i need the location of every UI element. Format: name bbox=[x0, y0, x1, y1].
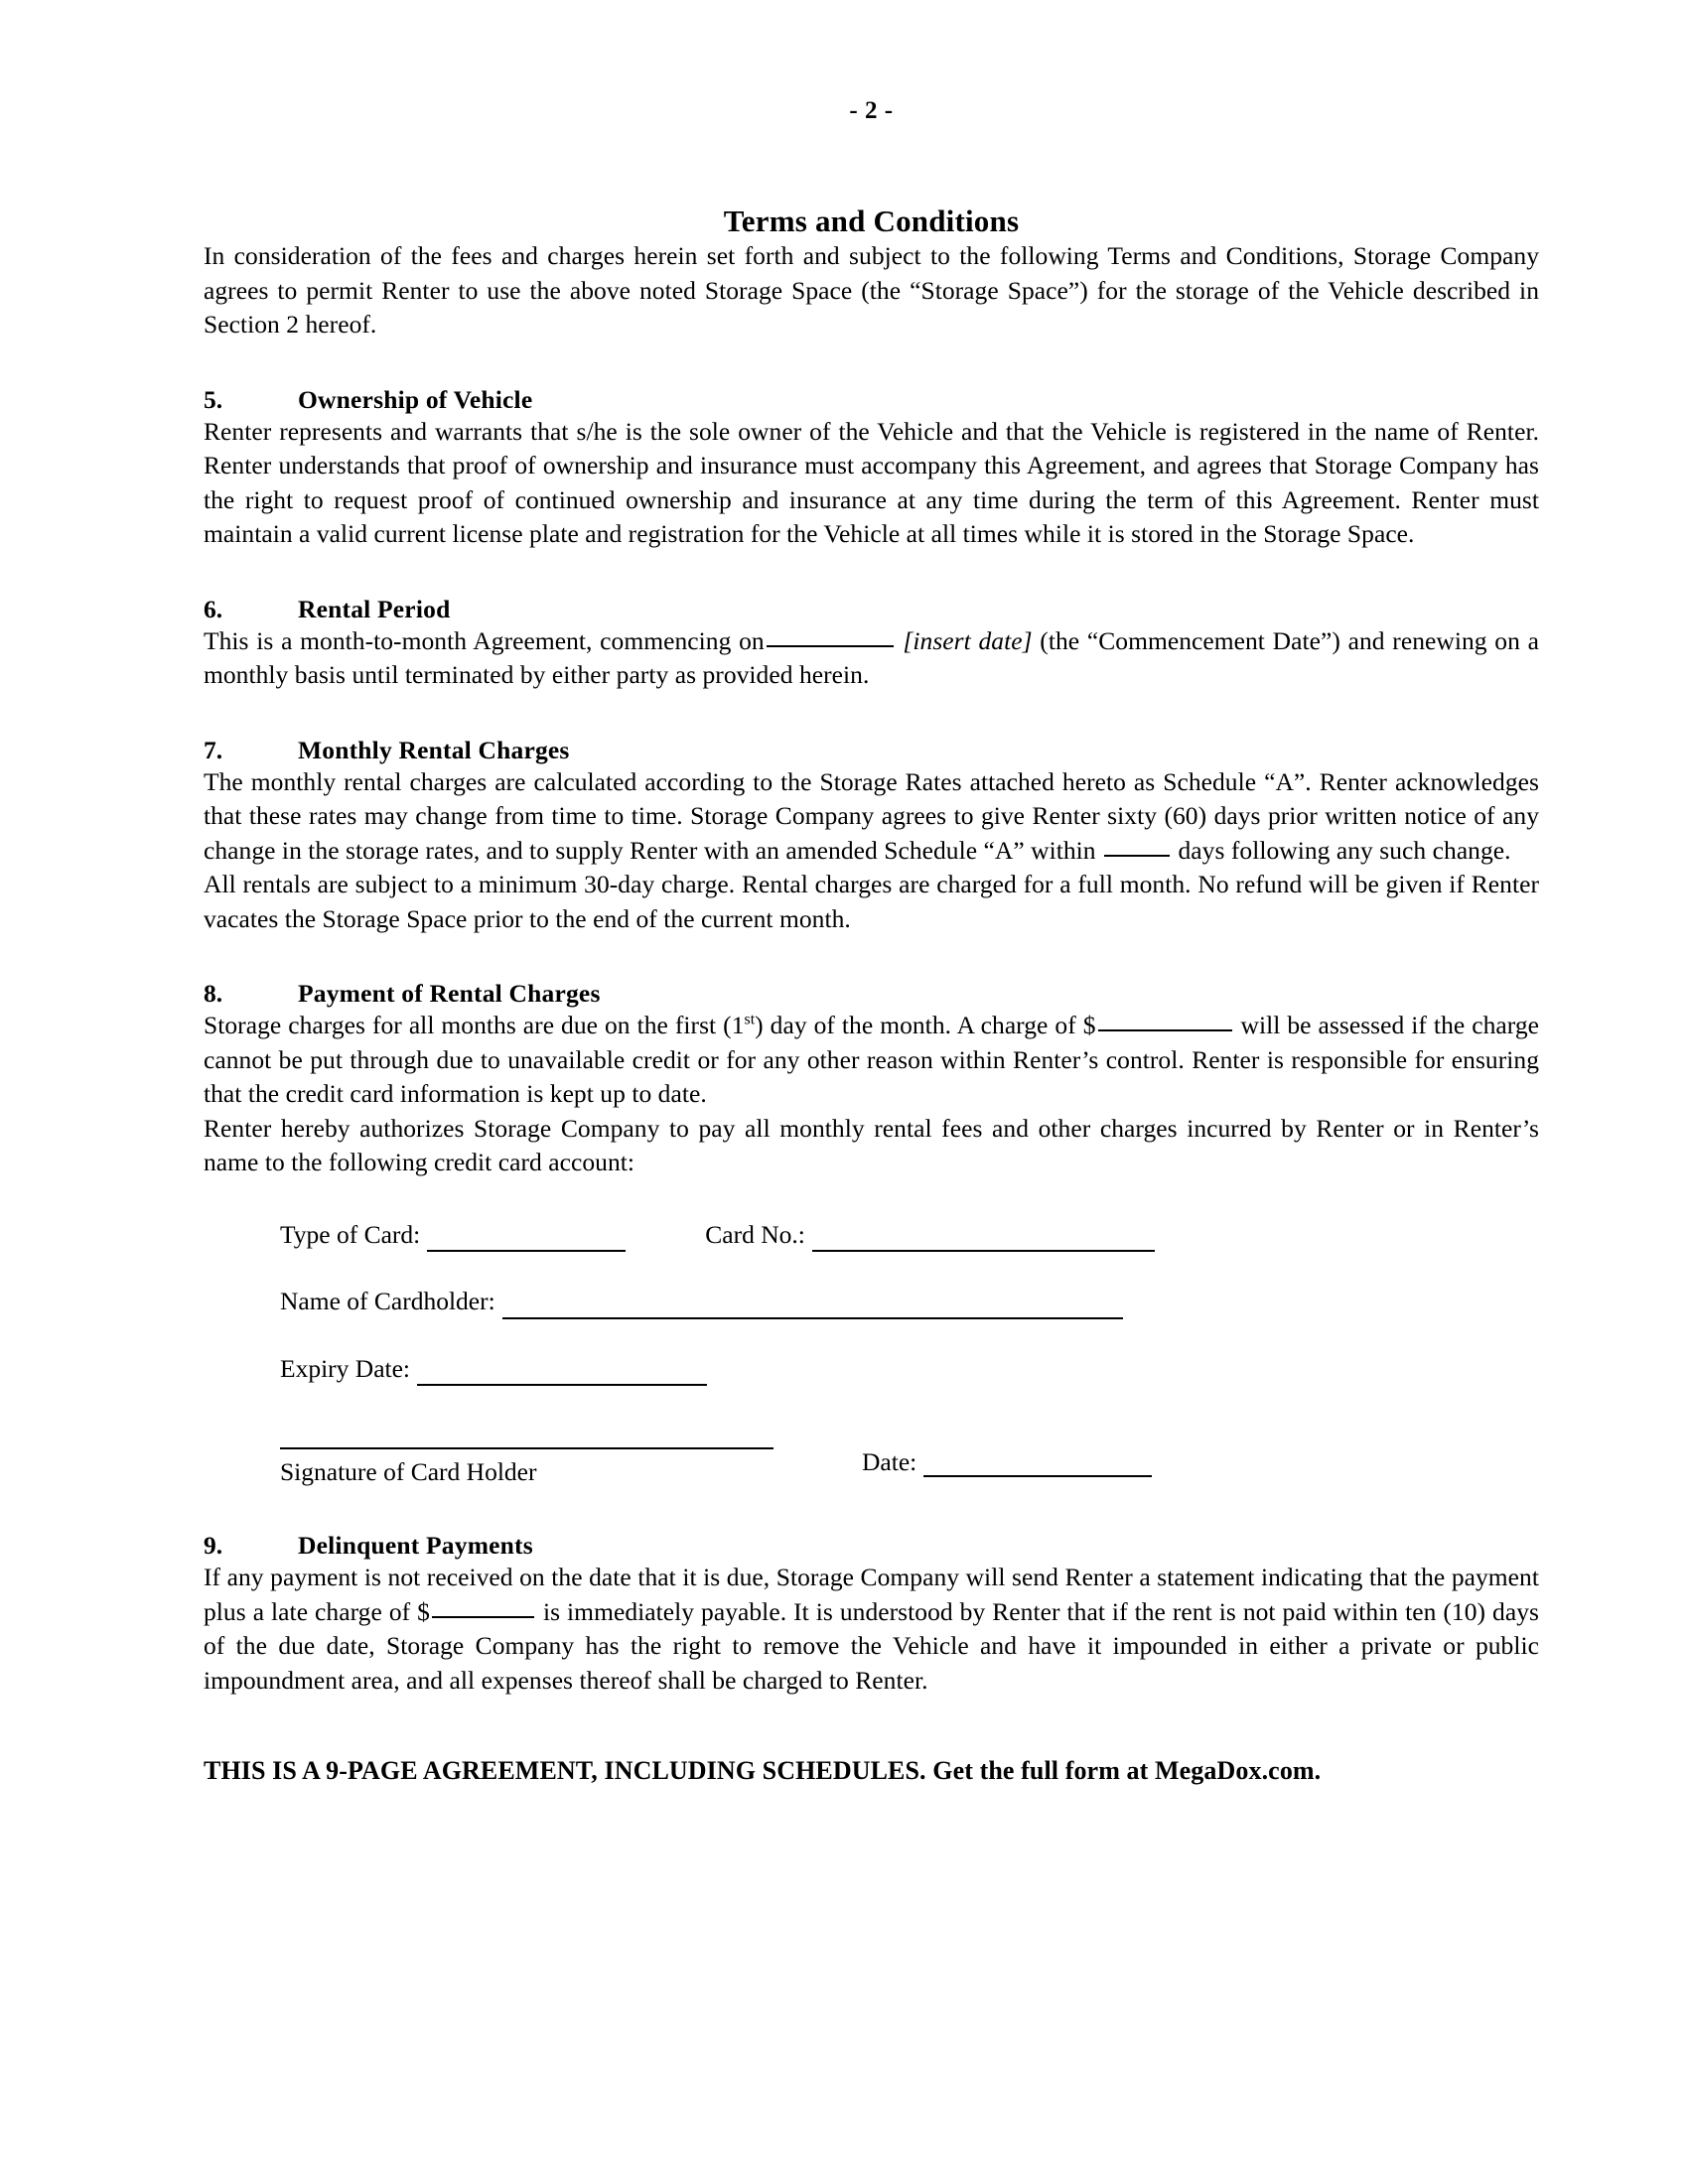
section-8-text-part3: will be assessed if the charge cannot be put through due to unavailable credit or for any other reason within Renter’s control. Renter is responsible for ensuring that the credit card information is kept up to date. bbox=[204, 1011, 1539, 1108]
amended-schedule-days-blank[interactable] bbox=[1104, 834, 1170, 857]
section-9-paragraph bbox=[204, 1561, 1539, 1698]
signature-date-column bbox=[862, 1445, 1152, 1477]
section-7-paragraph-2: All rentals are subject to a minimum 30-day charge. Rental charges are charged for a full month. No refund will be given if Renter vacates the Storage Space prior to the end of the current month. bbox=[204, 870, 1539, 933]
date-label: Date: bbox=[862, 1447, 917, 1476]
section-8-paragraph-2: Renter hereby authorizes Storage Company to pay all monthly rental fees and other charges incurred by Renter or in Renter’s name to the following credit card account: bbox=[204, 1113, 1539, 1176]
section-title-7: Monthly Rental Charges bbox=[298, 735, 570, 764]
page-title: Terms and Conditions bbox=[723, 204, 1020, 238]
card-type-and-number-row bbox=[280, 1218, 1539, 1253]
intro-paragraph: In consideration of the fees and charges herein set forth and subject to the following Terms and Conditions, Storage Company agrees to permit Renter to use the above noted Storage Space (the “Storage Space”) for the storage of the Vehicle described in Section 2 hereof. bbox=[204, 241, 1539, 339]
signature-column bbox=[280, 1445, 776, 1488]
section-number-5: 5. bbox=[204, 384, 223, 414]
section-7-text-part2: days following any such change. bbox=[1178, 835, 1511, 865]
section-heading-5 bbox=[204, 385, 1539, 415]
expiry-date-label: Expiry Date: bbox=[280, 1353, 410, 1383]
section-6-paragraph bbox=[204, 624, 1539, 693]
section-number-9: 9. bbox=[204, 1531, 223, 1560]
late-charge-blank[interactable] bbox=[432, 1595, 534, 1618]
cardholder-name-row bbox=[280, 1285, 1539, 1319]
credit-card-form bbox=[280, 1218, 1539, 1387]
signature-field[interactable] bbox=[280, 1445, 774, 1449]
section-6-text-part1: This is a month-to-month Agreement, commencing on bbox=[204, 625, 765, 655]
section-heading-7 bbox=[204, 736, 1539, 765]
insert-date-note: [insert date] bbox=[903, 625, 1033, 655]
section-8-text-part1: Storage charges for all months are due on the first (1 bbox=[204, 1011, 745, 1039]
page-content bbox=[204, 0, 1539, 1788]
section-8-text-part2: ) day of the month. A charge of $ bbox=[755, 1011, 1096, 1039]
section-5-paragraph: Renter represents and warrants that s/he is the sole owner of the Vehicle and that the Vehicle is registered in the name of Renter. Renter understands that proof of ownership and insurance must accompany this Agreement, and agrees that Storage Company has the right to request proof of continued ownership and insurance at any time during the term of this Agreement. Renter must maintain a valid current license plate and registration for the Vehicle at all times while it is stored in the Storage Space. bbox=[204, 416, 1539, 548]
footer-note: THIS IS A 9-PAGE AGREEMENT, INCLUDING SCHEDULES. Get the full form at MegaDox.com. bbox=[204, 1756, 1322, 1785]
section-8-paragraph-1 bbox=[204, 1009, 1539, 1112]
section-number-7: 7. bbox=[204, 735, 223, 764]
section-7-text-part1: The monthly rental charges are calculated according to the Storage Rates attached hereto as Schedule “A”. Renter acknowledges that these rates may change from time to time. Storage Company agrees to give Renter sixty (60) days prior written notice of any change in the storage rates, and to supply Renter with an amended Schedule “A” within bbox=[204, 766, 1539, 865]
section-number-8: 8. bbox=[204, 979, 223, 1008]
section-7-paragraph-1 bbox=[204, 765, 1539, 869]
declined-charge-fee-blank[interactable] bbox=[1098, 1009, 1232, 1031]
section-title-8: Payment of Rental Charges bbox=[298, 979, 601, 1008]
signature-block bbox=[280, 1445, 1539, 1488]
page-number: - 2 - bbox=[849, 97, 894, 124]
section-heading-9 bbox=[204, 1531, 1539, 1561]
card-no-field[interactable] bbox=[812, 1227, 1155, 1252]
section-number-6: 6. bbox=[204, 594, 223, 623]
section-title-5: Ownership of Vehicle bbox=[298, 384, 533, 414]
section-9-text-part1: If any payment is not received on the date that it is due, Storage Company will send Renter a statement indicating that the payment plus a late charge of $ bbox=[204, 1563, 1539, 1626]
section-heading-6 bbox=[204, 595, 1539, 624]
card-no-label: Card No.: bbox=[705, 1219, 805, 1249]
type-of-card-label: Type of Card: bbox=[280, 1219, 421, 1249]
section-title-9: Delinquent Payments bbox=[298, 1531, 533, 1560]
section-heading-8 bbox=[204, 979, 1539, 1009]
date-field[interactable] bbox=[923, 1452, 1152, 1477]
section-6-text-part2: (the “Commencement Date”) and renewing on a monthly basis until terminated by either party as provided herein. bbox=[204, 625, 1539, 689]
expiry-date-field[interactable] bbox=[417, 1361, 707, 1386]
section-9-text-part2: is immediately payable. It is understood by Renter that if the rent is not paid within ten (10) days of the due date, Storage Company has the right to remove the Vehicle and have it impounded in either a private or public impoundment area, and all expenses thereof shall be charged to Renter. bbox=[204, 1596, 1539, 1695]
name-of-cardholder-field[interactable] bbox=[502, 1295, 1123, 1319]
name-of-cardholder-label: Name of Cardholder: bbox=[280, 1287, 495, 1315]
ordinal-suffix: st bbox=[744, 1011, 756, 1028]
commencement-date-blank[interactable] bbox=[767, 624, 894, 647]
expiry-date-row bbox=[280, 1352, 1539, 1387]
signature-caption: Signature of Card Holder bbox=[280, 1457, 537, 1486]
section-title-6: Rental Period bbox=[298, 594, 451, 623]
type-of-card-field[interactable] bbox=[427, 1227, 626, 1252]
